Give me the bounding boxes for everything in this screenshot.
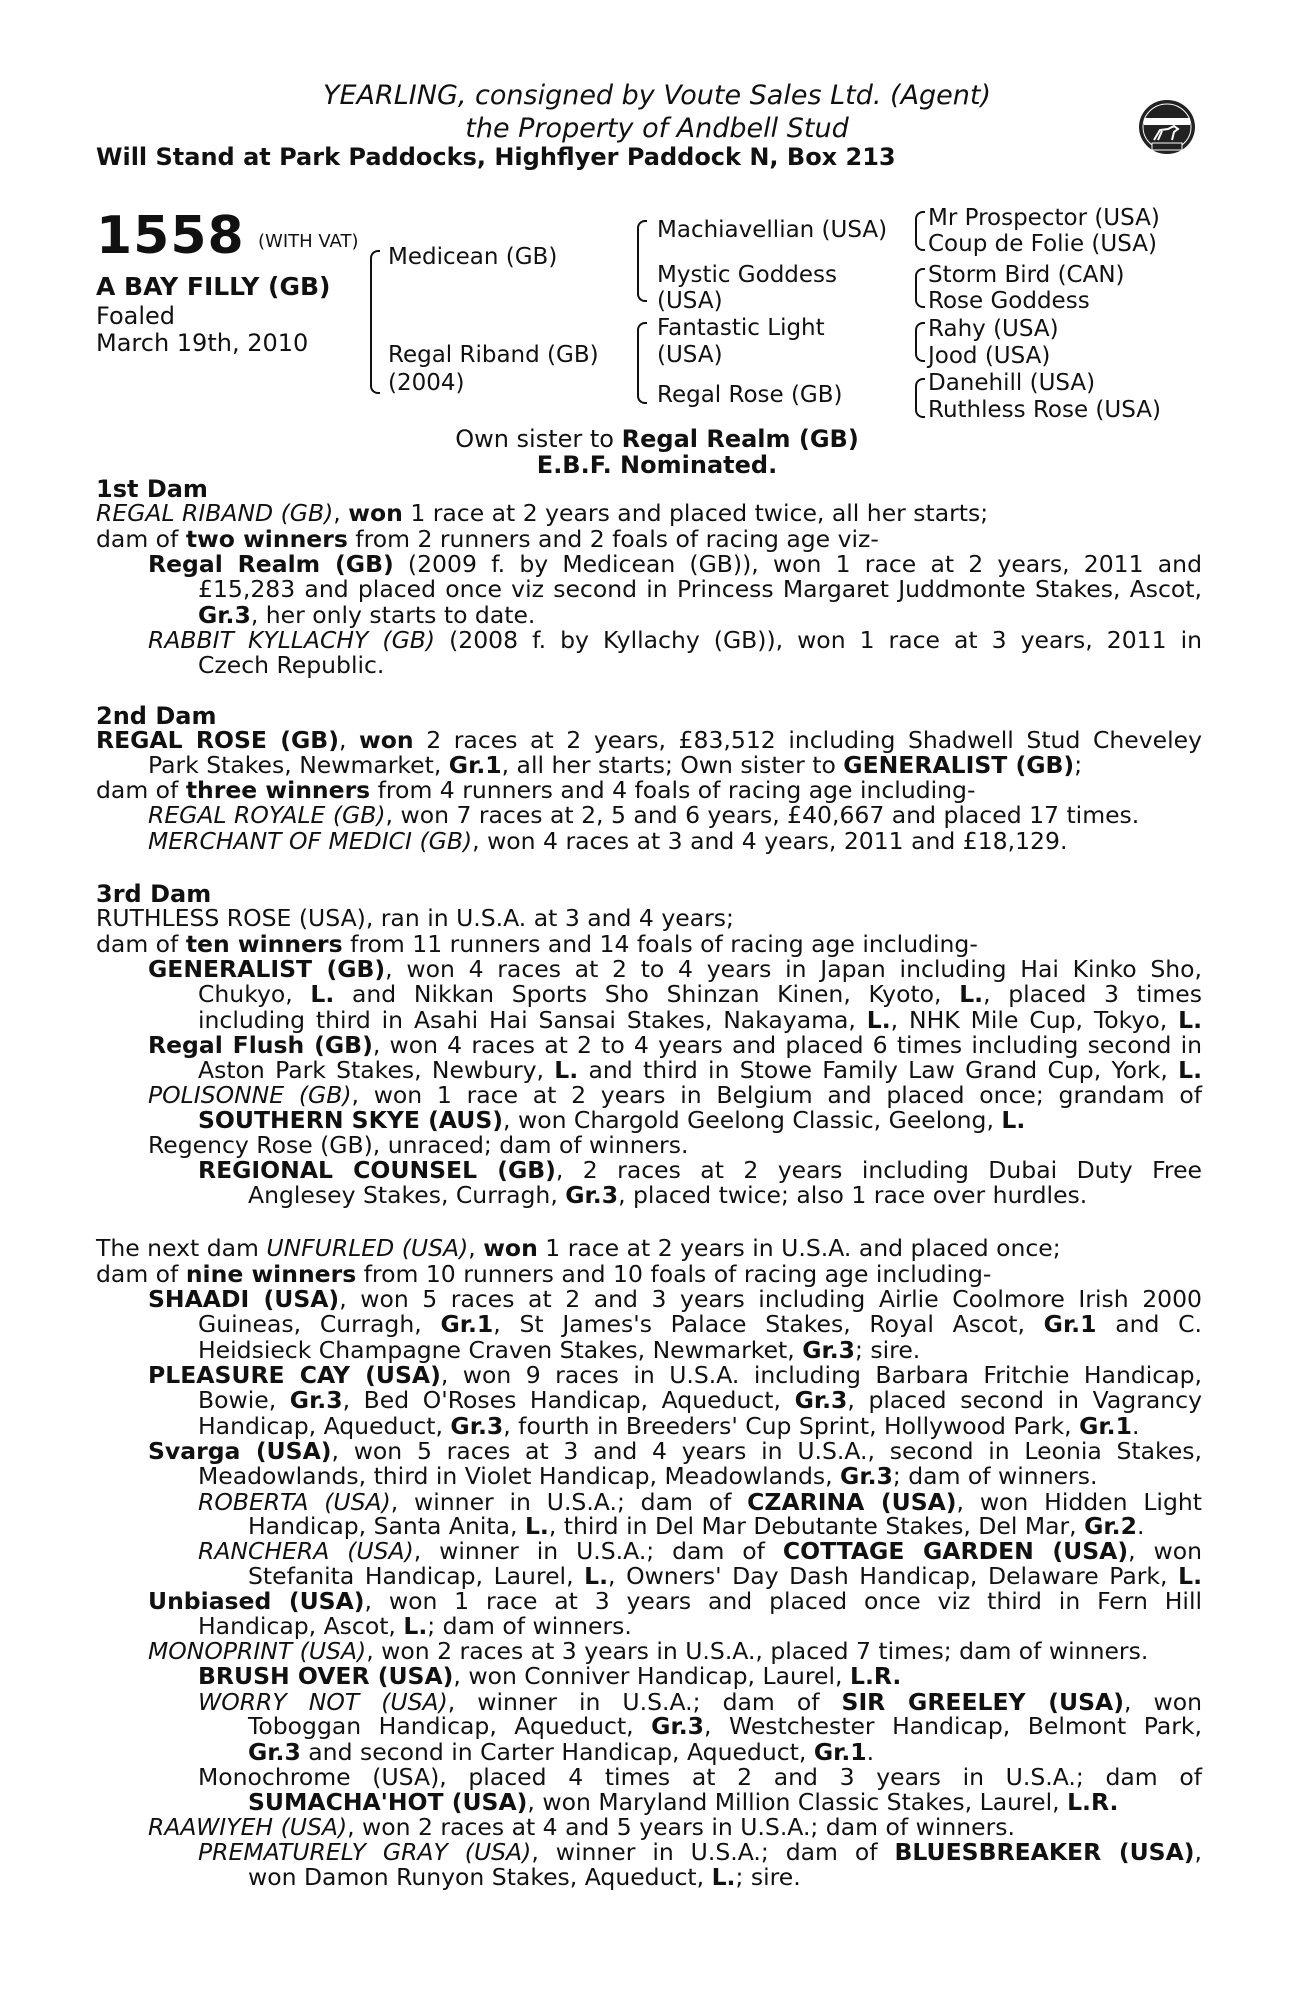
next-dam-svarga-cont: Meadowlands, third in Violet Handicap, Meadowlands, Gr.3; dam of winners. ROBERTA (USA), winner in U.S.A.; dam of CZARINA (USA), won Hidden Light [198, 1462, 1202, 1516]
next-dam-prematurely-gray-cont: won Damon Runyon Stakes, Aqueduct, L.; sire. [248, 1863, 801, 1891]
next-dam-unbiased: Unbiased (USA), won 1 race at 3 years and placed once viz third in Fern Hill [148, 1587, 1202, 1615]
next-dam-pleasure-cay: PLEASURE CAY (USA), won 9 races in U.S.A. including Barbara Fritchie Handicap, [148, 1361, 1202, 1389]
pedigree-sire-sire: Machiavellian (USA) [657, 217, 888, 243]
pedigree-dsd: Jood (USA) [928, 343, 1051, 369]
third-dam-text: RUTHLESS ROSE (USA), ran in U.S.A. at 3 and 4 years; dam of ten winners from 11 runners and 14 foals of racing age including- [96, 904, 978, 958]
next-dam-ranchera-cont: Stefanita Handicap, Laurel, L., Owners' Day Dash Handicap, Delaware Park, L. [248, 1562, 1202, 1590]
next-dam-text: The next dam UNFURLED (USA), won 1 race at 2 years in U.S.A. and placed once; dam of nine winners from 10 runners and 10 foals of racing age including- [96, 1234, 1061, 1288]
pedigree-dam-sire-1: Fantastic Light [657, 315, 825, 341]
pedigree-dss: Rahy (USA) [928, 316, 1059, 342]
second-dam-text: REGAL ROSE (GB), won 2 races at 2 years, £83,512 including Shadwell Stud Cheveley [96, 726, 1202, 754]
foaled-date: March 19th, 2010 [96, 329, 309, 357]
second-dam-produce: REGAL ROYALE (GB), won 7 races at 2, 5 and 6 years, £40,667 and placed 17 times. MERCHANT OF MEDICI (GB), won 4 races at 3 and 4 years, 2011 and £18,129. [148, 801, 1140, 855]
ebf-note: E.B.F. Nominated. [536, 451, 778, 479]
first-dam-produce-2-cont: Czech Republic. [198, 651, 385, 679]
first-dam-produce: Regal Realm (GB) (2009 f. by Medicean (GB)), won 1 race at 2 years, 2011 and [148, 550, 1202, 578]
third-dam-regal-flush: Regal Flush (GB), won 4 races at 2 to 4 years and placed 6 times including second in [148, 1031, 1203, 1059]
next-dam-shaadi-cont: Guineas, Curragh, Gr.1, St James's Palace Stakes, Royal Ascot, Gr.1 and C. Heidsieck Champagne Craven Stakes, Newmarket, Gr.3; sire. [198, 1310, 1203, 1364]
third-dam-regional-counsel: REGIONAL COUNSEL (GB), 2 races at 2 years including Dubai Duty Free [198, 1156, 1202, 1184]
pedigree-sire-dam-1: Mystic Goddess [657, 262, 838, 288]
own-sister-note: Own sister to Regal Realm (GB) [455, 425, 859, 453]
pedigree-sire: Medicean (GB) [388, 244, 558, 270]
second-dam-text-cont: Park Stakes, Newmarket, Gr.1, all her starts; Own sister to GENERALIST (GB); [148, 751, 1083, 779]
first-dam-produce-cont: £15,283 and placed once viz second in Princess Margaret Juddmonte Stakes, Ascot, Gr.3, her only starts to date. [198, 575, 1202, 629]
pedigree-sire-dam-2: (USA) [657, 288, 723, 314]
pedigree-dds: Danehill (USA) [928, 370, 1096, 396]
yearling-bonus-badge-icon [1138, 98, 1196, 156]
next-dam-monoprint: MONOPRINT (USA), won 2 races at 3 years in U.S.A., placed 7 times; dam of winners. [148, 1637, 1149, 1665]
next-dam-raawiyeh: RAAWIYEH (USA), won 2 races at 4 and 5 years in U.S.A.; dam of winners. [148, 1813, 1015, 1841]
pedigree-ddd: Ruthless Rose (USA) [928, 397, 1161, 423]
third-dam-regency-rose: Regency Rose (GB), unraced; dam of winners. [148, 1131, 689, 1159]
header-line-2: the Property of Andbell Stud [465, 113, 849, 144]
second-dam-heading: 2nd Dam [96, 702, 217, 730]
third-dam-generalist: GENERALIST (GB), won 4 races at 2 to 4 years in Japan including Hai Kinko Sho, [148, 955, 1202, 983]
pedigree-bracket-ss [915, 211, 925, 251]
first-dam-produce-2: RABBIT KYLLACHY (GB) (2008 f. by Kyllachy (GB)), won 1 race at 3 years, 2011 in [148, 626, 1202, 654]
pedigree-sds: Storm Bird (CAN) [928, 262, 1125, 288]
pedigree-sss: Mr Prospector (USA) [928, 205, 1160, 231]
next-dam-prematurely-gray: PREMATURELY GRAY (USA), winner in U.S.A.; dam of BLUESBREAKER (USA), [198, 1838, 1203, 1866]
next-dam-unbiased-cont: Handicap, Ascot, L.; dam of winners. [198, 1612, 632, 1640]
third-dam-generalist-cont: Chukyo, L. and Nikkan Sports Sho Shinzan Kinen, Kyoto, L., placed 3 times including third in Asahi Hai Sansai Stakes, Nakayama, L., NHK Mile Cup, Tokyo, L. [198, 980, 1203, 1034]
next-dam-ranchera: RANCHERA (USA), winner in U.S.A.; dam of COTTAGE GARDEN (USA), won [198, 1537, 1203, 1565]
pedigree-bracket-dam [637, 322, 647, 404]
pedigree-bracket-sire [637, 220, 647, 302]
next-dam-worry-not-cont: Toboggan Handicap, Aqueduct, Gr.3, Westchester Handicap, Belmont Park, Gr.3 and second in Carter Handicap, Aqueduct, Gr.1. [248, 1712, 1202, 1766]
second-dam-produce-intro: dam of three winners from 4 runners and 4 foals of racing age including- [96, 776, 976, 804]
third-dam-regal-flush-cont: Aston Park Stakes, Newbury, L. and third in Stowe Family Law Grand Cup, York, L. [198, 1056, 1202, 1084]
pedigree-sdd: Rose Goddess [928, 288, 1090, 314]
header-line-1: YEARLING, consigned by Voute Sales Ltd. (Agent) [322, 80, 992, 111]
next-dam-monochrome: Monochrome (USA), placed 4 times at 2 and 3 years in U.S.A.; dam of [198, 1763, 1202, 1791]
pedigree-dam-1: Regal Riband (GB) [388, 342, 599, 368]
next-dam-monochrome-cont: SUMACHA'HOT (USA), won Maryland Million Classic Stakes, Laurel, L.R. [248, 1788, 1119, 1816]
pedigree-dam-dam: Regal Rose (GB) [657, 382, 843, 408]
next-dam-svarga: Svarga (USA), won 5 races at 3 and 4 years in U.S.A., second in Leonia Stakes, [148, 1437, 1202, 1465]
next-dam-pleasure-cay-cont: Bowie, Gr.3, Bed O'Roses Handicap, Aqueduct, Gr.3, placed second in Vagrancy Handicap, Aqueduct, Gr.3, fourth in Breeders' Cup Sprint, Hollywood Park, Gr.1. [198, 1386, 1202, 1440]
vat-note: (WITH VAT) [258, 231, 359, 252]
third-dam-polisonne-cont: SOUTHERN SKYE (AUS), won Chargold Geelong Classic, Geelong, L. [198, 1106, 1026, 1134]
pedigree-bracket-dd [915, 378, 925, 418]
lot-number: 1558 [96, 206, 245, 266]
foaled-label: Foaled [96, 302, 176, 330]
next-dam-roberta-cont: Handicap, Santa Anita, L., third in Del Mar Debutante Stakes, Del Mar, Gr.2. [248, 1512, 1145, 1540]
pedigree-dam-sire-2: (USA) [657, 342, 723, 368]
pedigree-ssd: Coup de Folie (USA) [928, 231, 1157, 257]
first-dam-text: REGAL RIBAND (GB), won 1 race at 2 years and placed twice, all her starts; dam of two winners from 2 runners and 2 foals of racing age viz- [96, 499, 989, 553]
first-dam-heading: 1st Dam [96, 475, 208, 503]
pedigree-dam-2: (2004) [388, 370, 465, 396]
third-dam-heading: 3rd Dam [96, 880, 212, 908]
next-dam-shaadi: SHAADI (USA), won 5 races at 2 and 3 years including Airlie Coolmore Irish 2000 [148, 1285, 1203, 1313]
pedigree-bracket-sd [915, 268, 925, 308]
pedigree-bracket-main [370, 250, 380, 394]
pedigree-bracket-ds [915, 322, 925, 362]
next-dam-brush-over: BRUSH OVER (USA), won Conniver Handicap, Laurel, L.R. WORRY NOT (USA), winner in U.S.A.; dam of SIR GREELEY (USA), won [198, 1662, 1202, 1716]
third-dam-polisonne: POLISONNE (GB), won 1 race at 2 years in Belgium and placed once; grandam of [148, 1081, 1202, 1109]
horse-name: A BAY FILLY (GB) [96, 272, 331, 301]
header-line-3: Will Stand at Park Paddocks, Highflyer Paddock N, Box 213 [96, 143, 896, 171]
third-dam-regional-counsel-cont: Anglesey Stakes, Curragh, Gr.3, placed twice; also 1 race over hurdles. [248, 1181, 1088, 1209]
